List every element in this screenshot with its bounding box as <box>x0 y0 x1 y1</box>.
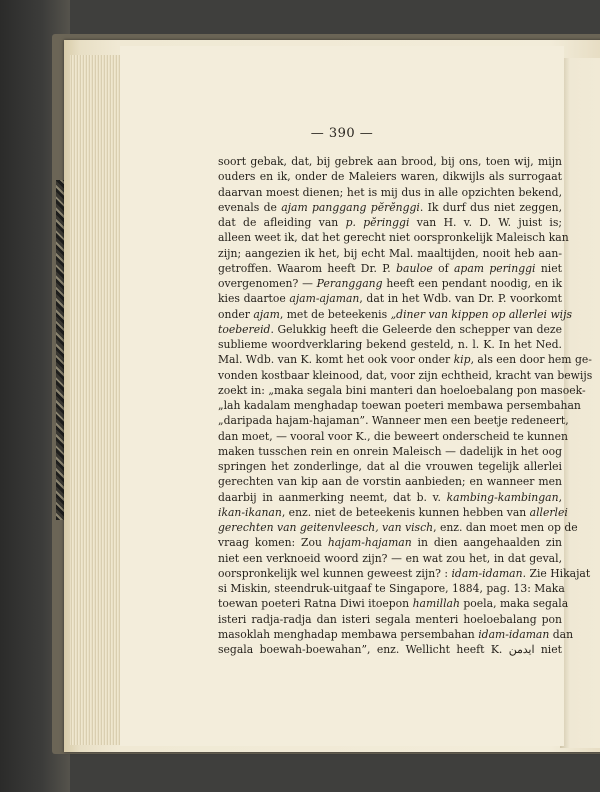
text-run: „daripada hajam-hajaman”. Wanneer men een beetje redeneert, <box>218 414 569 428</box>
text-line <box>218 307 573 322</box>
text-run: Mal. Wdb. van K. komt het ook voor onder <box>218 353 454 367</box>
text-run: kies daartoe <box>218 292 290 306</box>
italic-term: kip <box>453 353 471 367</box>
text-line <box>218 352 592 367</box>
text-line <box>218 383 586 398</box>
page-edges <box>70 55 122 745</box>
italic-term: ajam <box>253 307 280 321</box>
text-run: segala boewah-boewahan”, enz. Wellicht heeft K. <box>218 643 509 656</box>
text-line <box>218 612 562 627</box>
text-run: soort gebak, dat, bij gebrek aan brood, bij ons, toen wij, mijn <box>218 155 562 168</box>
text-run: zoekt in: „maka segala bini manteri dan hoeloebalang pon masoek- <box>218 383 586 397</box>
text-line <box>218 291 562 306</box>
italic-term: „diner van kippen op allerlei wijs <box>390 307 573 321</box>
italic-term: hajam-hajaman <box>327 536 412 550</box>
text-run: masoklah menghadap membawa persembahan <box>218 627 479 641</box>
text-line <box>218 169 562 184</box>
text-line <box>218 337 562 352</box>
text-line <box>218 566 591 581</box>
body-text <box>218 154 593 657</box>
text-run: toewan poeteri Ratna Diwi itoepon <box>218 597 413 611</box>
text-line <box>218 459 562 474</box>
text-run: gerechten van kip aan de vorstin aanbieden; en wanneer men <box>218 475 562 489</box>
italic-term: p. pĕringgi <box>345 216 410 229</box>
text-run: overgenomen? — <box>218 277 317 290</box>
text-run: dat de afleiding van <box>218 216 346 229</box>
text-run: heeft een pendant noodig, en ik <box>382 277 563 290</box>
text-run: oorspronkelijk wel kunnen geweest zijn? : <box>218 566 452 580</box>
text-line <box>218 261 562 276</box>
italic-term: hamillah <box>412 597 460 611</box>
italic-term: gerechten van geitenvleesch, van visch <box>218 521 434 534</box>
text-run: isteri radja-radja dan isteri segala menteri hoeloebalang pon <box>218 612 562 626</box>
text-run: dan <box>549 627 574 641</box>
text-run: „lah kadalam menghadap toewan poeteri membawa persembahan <box>218 399 581 412</box>
text-line <box>218 490 562 505</box>
text-run: niet <box>535 261 562 275</box>
text-run: evenals de <box>218 200 282 214</box>
text-run: , met de beteekenis <box>279 307 391 321</box>
text-run: , enz. niet de beteekenis kunnen hebben van <box>281 505 530 519</box>
text-run: dan moet, — vooral voor K., die beweert onderscheid te kunnen <box>218 429 568 443</box>
italic-term: allerlei <box>529 505 568 519</box>
text-line <box>218 322 562 337</box>
text-line <box>218 276 562 291</box>
text-line <box>218 505 568 520</box>
italic-term: toebereid <box>218 322 271 336</box>
italic-term: bauloe <box>396 261 433 275</box>
text-run: sublieme woordverklaring bekend gesteld, n. l. K. In het Ned. <box>218 338 562 351</box>
text-run: . Ik durf dus niet zeggen, <box>419 200 563 214</box>
book-page <box>120 46 593 746</box>
text-run: , enz. dan moet men op de <box>433 521 578 534</box>
italic-term: ajam-ajaman <box>289 292 360 306</box>
text-run: maken tusschen rein en onrein Maleisch — dadelijk in het oog <box>218 444 562 458</box>
text-run: niet <box>534 643 562 656</box>
italic-term: idam-idaman <box>478 627 550 641</box>
text-line <box>218 429 568 444</box>
text-run: , <box>558 490 562 504</box>
text-run: alleen weet ik, dat het gerecht niet oorspronkelijk Maleisch kan <box>218 231 569 245</box>
arabic-script: ايدمن <box>508 643 535 656</box>
text-run: vonden kostbaar kleinood, dat, voor zijn echtheid, kracht van bewijs <box>218 368 593 382</box>
text-run: daarbij in aanmerking neemt, dat b. v. <box>218 490 447 504</box>
text-line <box>218 642 562 657</box>
text-run: poela, maka segala <box>459 597 569 611</box>
text-line <box>218 185 562 200</box>
text-line <box>218 581 565 596</box>
text-run: vraag komen: Zou <box>218 536 328 550</box>
italic-term: ikan-ikanan <box>218 505 282 519</box>
text-run: niet een verknoeid woord zijn? — en wat zou het, in dat geval, <box>218 551 562 565</box>
text-line <box>218 444 562 459</box>
text-run: ouders en ik, onder de Maleiers waren, dikwijls als surrogaat <box>218 170 562 184</box>
text-run: getroffen. Waarom heeft Dr. P. <box>218 261 397 275</box>
text-line <box>218 413 569 428</box>
text-line <box>218 474 562 489</box>
page-number: — 390 — <box>310 126 374 141</box>
text-line <box>218 596 569 611</box>
text-run: of <box>432 261 454 275</box>
text-line <box>218 368 593 383</box>
text-run: springen het zonderlinge, dat al die vrouwen tegelijk allerlei <box>218 460 562 473</box>
text-line <box>218 230 569 245</box>
text-run: . Zie Hikajat <box>522 566 591 580</box>
text-run: . Gelukkig heeft die Geleerde den schepper van deze <box>270 322 562 336</box>
italic-term: Peranggang <box>316 277 383 290</box>
text-line <box>218 398 581 413</box>
text-line <box>218 246 562 261</box>
text-line <box>218 627 574 642</box>
text-run: , dat in het Wdb. van Dr. P. voorkomt <box>359 292 562 306</box>
text-run: , als een door hem ge- <box>470 353 592 367</box>
text-line <box>218 154 562 169</box>
text-run: si Miskin, steendruk-uitgaaf te Singapore, 1884, pag. 13: Maka <box>218 582 565 595</box>
italic-term: kambing-kambingan <box>446 490 559 504</box>
text-run: in dien aangehaalden zin <box>411 536 562 550</box>
text-run: van H. v. D. W. juist is; <box>409 216 563 229</box>
text-line <box>218 200 562 215</box>
text-line <box>218 520 578 535</box>
italic-term: apam peringgi <box>453 261 536 275</box>
text-run: daarvan moest dienen; het is mij dus in alle opzichten bekend, <box>218 185 562 199</box>
text-line <box>218 551 562 566</box>
italic-term: ajam panggang pĕrĕnggi <box>281 200 420 214</box>
text-run: onder <box>218 307 254 321</box>
italic-term: idam-idaman <box>451 566 523 580</box>
text-line <box>218 535 562 550</box>
text-run: zijn; aangezien ik het, bij echt Mal. maaltijden, nooit heb aan- <box>218 246 562 260</box>
text-line <box>218 215 562 230</box>
